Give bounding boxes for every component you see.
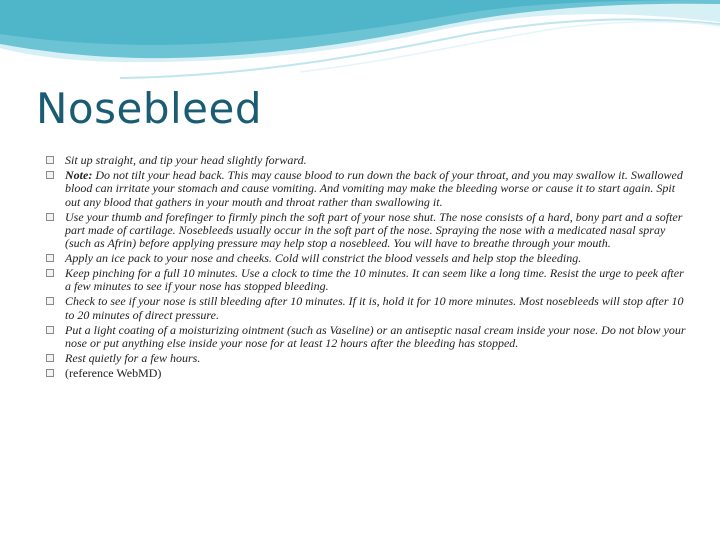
list-item-text: Do not tilt your head back. This may cause blood to run down the back of your throat, and you may swallow it. Swallowed blood can irritate your stomach and cause vomiting. And vomiting may make the bleeding worse or cause it to start again. Spit out any blood that gathers in your mouth and throat rather than swallowing it.	[65, 168, 683, 209]
list-item-text: Sit up straight, and tip your head slightly forward.	[65, 153, 307, 167]
list-item	[46, 324, 686, 350]
list-item-text: Keep pinching for a full 10 minutes. Use a clock to time the 10 minutes. It can seem like a long time. Resist the urge to peek after a few minutes to see if your nose has stopped bleeding.	[65, 266, 684, 294]
square-bullet-icon	[46, 297, 54, 305]
list-item	[46, 211, 686, 251]
list-item	[46, 169, 686, 209]
square-bullet-icon	[46, 354, 54, 362]
list-item	[46, 252, 686, 265]
list-item-text: Check to see if your nose is still bleeding after 10 minutes. If it is, hold it for 10 more minutes. Most nosebleeds will stop after 10 to 20 minutes of direct pressure.	[65, 294, 684, 322]
list-item	[46, 295, 686, 321]
square-bullet-icon	[46, 213, 54, 221]
list-item-text: Use your thumb and forefinger to firmly pinch the soft part of your nose shut. The nose consists of a hard, bony part and a softer part made of cartilage. Nosebleeds usually occur in the soft part of the nose. Spraying the nose with a medicated nasal spray (such as Afrin) before applying pressure may help stop a nosebleed. You will have to breathe through your mouth.	[65, 209, 683, 250]
slide-title: Nosebleed	[36, 84, 263, 133]
list-item	[46, 352, 686, 365]
square-bullet-icon	[46, 269, 54, 277]
list-item-text: Apply an ice pack to your nose and cheeks. Cold will constrict the blood vessels and help stop the bleeding.	[65, 251, 582, 266]
square-bullet-icon	[46, 369, 54, 377]
square-bullet-icon	[46, 171, 54, 179]
header-wave-decoration	[0, 0, 720, 90]
list-item-text: Rest quietly for a few hours.	[65, 351, 201, 366]
list-item-lead: Note:	[65, 168, 93, 183]
square-bullet-icon	[46, 326, 54, 334]
list-item-text: Put a light coating of a moisturizing ointment (such as Vaseline) or an antiseptic nasal cream inside your nose. Do not blow your nose or put anything else inside your nose for at least 12 hours after the bleeding has stopped.	[65, 322, 686, 350]
square-bullet-icon	[46, 156, 54, 164]
bullet-list	[46, 154, 686, 382]
list-item	[46, 154, 686, 167]
square-bullet-icon	[46, 254, 54, 262]
reference-text: (reference WebMD)	[65, 366, 162, 381]
list-item	[46, 267, 686, 293]
reference-item	[46, 367, 686, 380]
